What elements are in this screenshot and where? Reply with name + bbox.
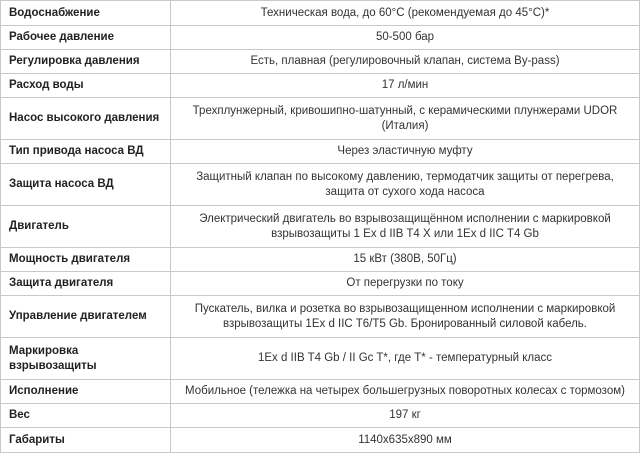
table-row bbox=[1, 380, 640, 404]
spec-label: Мощность двигателя bbox=[1, 248, 171, 272]
spec-value: От перегрузки по току bbox=[171, 272, 640, 296]
spec-value: Мобильное (тележка на четырех большегрузных поворотных колесах с тормозом) bbox=[171, 380, 640, 404]
spec-value: 197 кг bbox=[171, 404, 640, 428]
spec-value: 1Ex d IIB T4 Gb / II Gc T*, где T* - температурный класс bbox=[171, 338, 640, 380]
table-row bbox=[1, 50, 640, 74]
table-row bbox=[1, 428, 640, 453]
spec-value: 17 л/мин bbox=[171, 74, 640, 98]
table-row bbox=[1, 74, 640, 98]
spec-label: Тип привода насоса ВД bbox=[1, 140, 171, 164]
table-row bbox=[1, 404, 640, 428]
spec-value: Техническая вода, до 60°C (рекомендуемая до 45°C)* bbox=[171, 1, 640, 26]
spec-label: Двигатель bbox=[1, 206, 171, 248]
spec-value: Через эластичную муфту bbox=[171, 140, 640, 164]
spec-value: Трехплунжерный, кривошипно-шатунный, с керамическими плунжерами UDOR (Италия) bbox=[171, 98, 640, 140]
spec-value: Защитный клапан по высокому давлению, термодатчик защиты от перегрева, защита от сухого хода насоса bbox=[171, 164, 640, 206]
spec-label: Регулировка давления bbox=[1, 50, 171, 74]
table-row bbox=[1, 338, 640, 380]
spec-value: 50-500 бар bbox=[171, 26, 640, 50]
spec-label: Расход воды bbox=[1, 74, 171, 98]
spec-label: Насос высокого давления bbox=[1, 98, 171, 140]
spec-label: Исполнение bbox=[1, 380, 171, 404]
spec-label: Вес bbox=[1, 404, 171, 428]
spec-label: Управление двигателем bbox=[1, 296, 171, 338]
spec-label: Водоснабжение bbox=[1, 1, 171, 26]
spec-label: Защита двигателя bbox=[1, 272, 171, 296]
spec-value: Есть, плавная (регулировочный клапан, система By-pass) bbox=[171, 50, 640, 74]
spec-label: Рабочее давление bbox=[1, 26, 171, 50]
table-row bbox=[1, 98, 640, 140]
table-row bbox=[1, 140, 640, 164]
table-row bbox=[1, 296, 640, 338]
spec-value: Пускатель, вилка и розетка во взрывозащищенном исполнении с маркировкой взрывозащиты 1Ex d IIC T6/T5 Gb. Бронированный силовой кабель. bbox=[171, 296, 640, 338]
table-row bbox=[1, 206, 640, 248]
table-row bbox=[1, 272, 640, 296]
table-row bbox=[1, 1, 640, 26]
spec-label: Габариты bbox=[1, 428, 171, 453]
spec-value: 1140x635x890 мм bbox=[171, 428, 640, 453]
table-row bbox=[1, 26, 640, 50]
spec-value: Электрический двигатель во взрывозащищённом исполнении с маркировкой взрывозащиты 1 Ex d IIB T4 X или 1Ex d IIC T4 Gb bbox=[171, 206, 640, 248]
spec-label: Защита насоса ВД bbox=[1, 164, 171, 206]
spec-label: Маркировка взрывозащиты bbox=[1, 338, 171, 380]
table-row bbox=[1, 164, 640, 206]
table-row bbox=[1, 248, 640, 272]
spec-value: 15 кВт (380В, 50Гц) bbox=[171, 248, 640, 272]
